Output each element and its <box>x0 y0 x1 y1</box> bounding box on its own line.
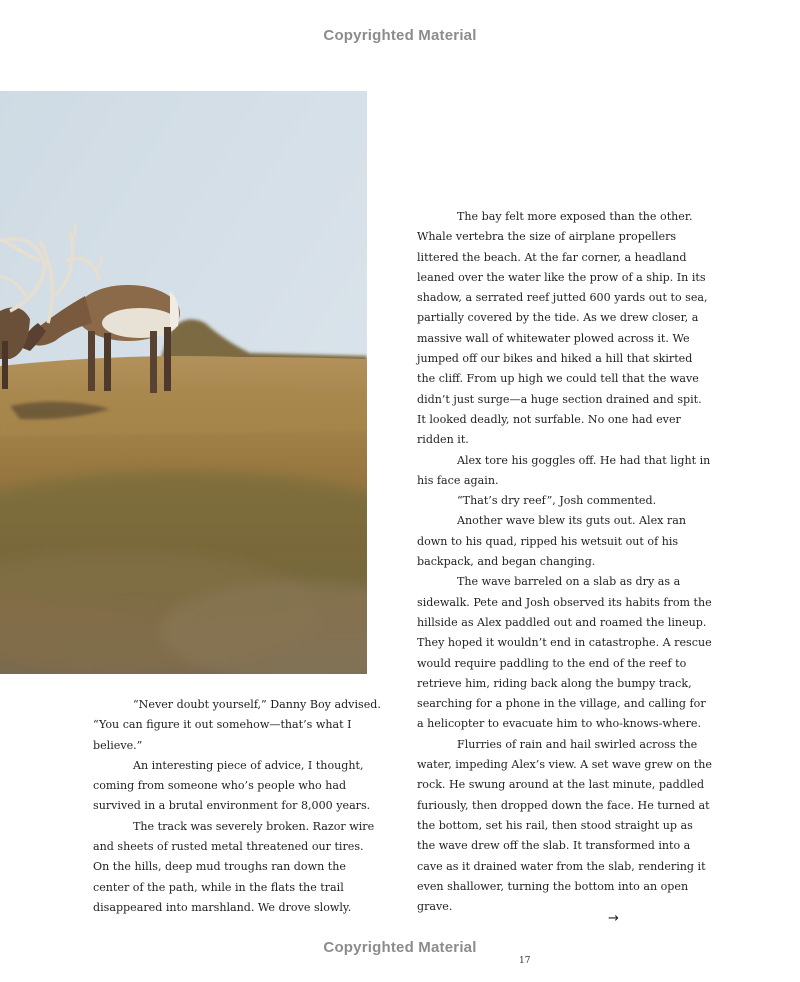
caribou-photo <box>0 91 367 674</box>
continue-arrow-icon: → <box>608 911 619 926</box>
paragraph: “That’s dry reef”, Josh commented. <box>457 494 657 508</box>
paragraph: Alex tore his goggles off. He had that light in his face again. <box>417 453 711 487</box>
paragraph: Another wave blew its guts out. Alex ran down to his quad, ripped his wetsuit out of his backpack, and began changing. <box>417 514 686 569</box>
paragraph: Flurries of rain and hail swirled across the water, impeding Alex’s view. A set wave grew on the rock. He swung around at the last minute, paddled furiously, then dropped down the face. He turned at the bottom, set his rail, then stood straight up as the wave drew off the slab. It transformed into a cave as it drained water from the slab, rendering it even shallower, turning the bottom into an open grave. <box>417 737 712 914</box>
watermark-top: Copyrighted Material <box>323 27 477 44</box>
page-number: 17 <box>519 956 531 966</box>
paragraph: The track was severely broken. Razor wire and sheets of rusted metal threatened our tires. On the hills, deep mud troughs ran down the center of the path, while in the flats the trail disappeared into marshland. We drove slowly. <box>93 819 375 914</box>
paragraph: The wave barreled on a slab as dry as a sidewalk. Pete and Josh observed its habits from the hillside as Alex paddled out and roamed the lineup. They hoped it wouldn’t end in catastrophe. A rescue would require paddling to the end of the reef to retrieve him, riding back along the bumpy track, searching for a phone in the village, and calling for a helicopter to evacuate him to who-knows-where. <box>417 575 712 731</box>
paragraph: An interesting piece of advice, I thought, coming from someone who’s people who had survived in a brutal environment for 8,000 years. <box>93 758 371 813</box>
paragraph: “Never doubt yourself,” Danny Boy advised. “You can figure it out somehow—that’s what I believe.” <box>93 698 381 752</box>
right-text-column <box>417 207 712 917</box>
paragraph: The bay felt more exposed than the other. Whale vertebra the size of airplane propellers littered the beach. At the far corner, a headland leaned over the water like the prow of a ship. In its shadow, a serrated reef jutted 600 yards out to sea, partially covered by the tide. As we drew closer, a massive wall of whitewater plowed across it. We jumped off our bikes and hiked a hill that skirted the cliff. From up high we could tell that the wave didn’t just surge—a huge section drained and spit. It looked deadly, not surfable. No one had ever ridden it. <box>417 210 708 447</box>
left-text-column <box>93 695 383 918</box>
watermark-bottom: Copyrighted Material <box>323 939 477 956</box>
